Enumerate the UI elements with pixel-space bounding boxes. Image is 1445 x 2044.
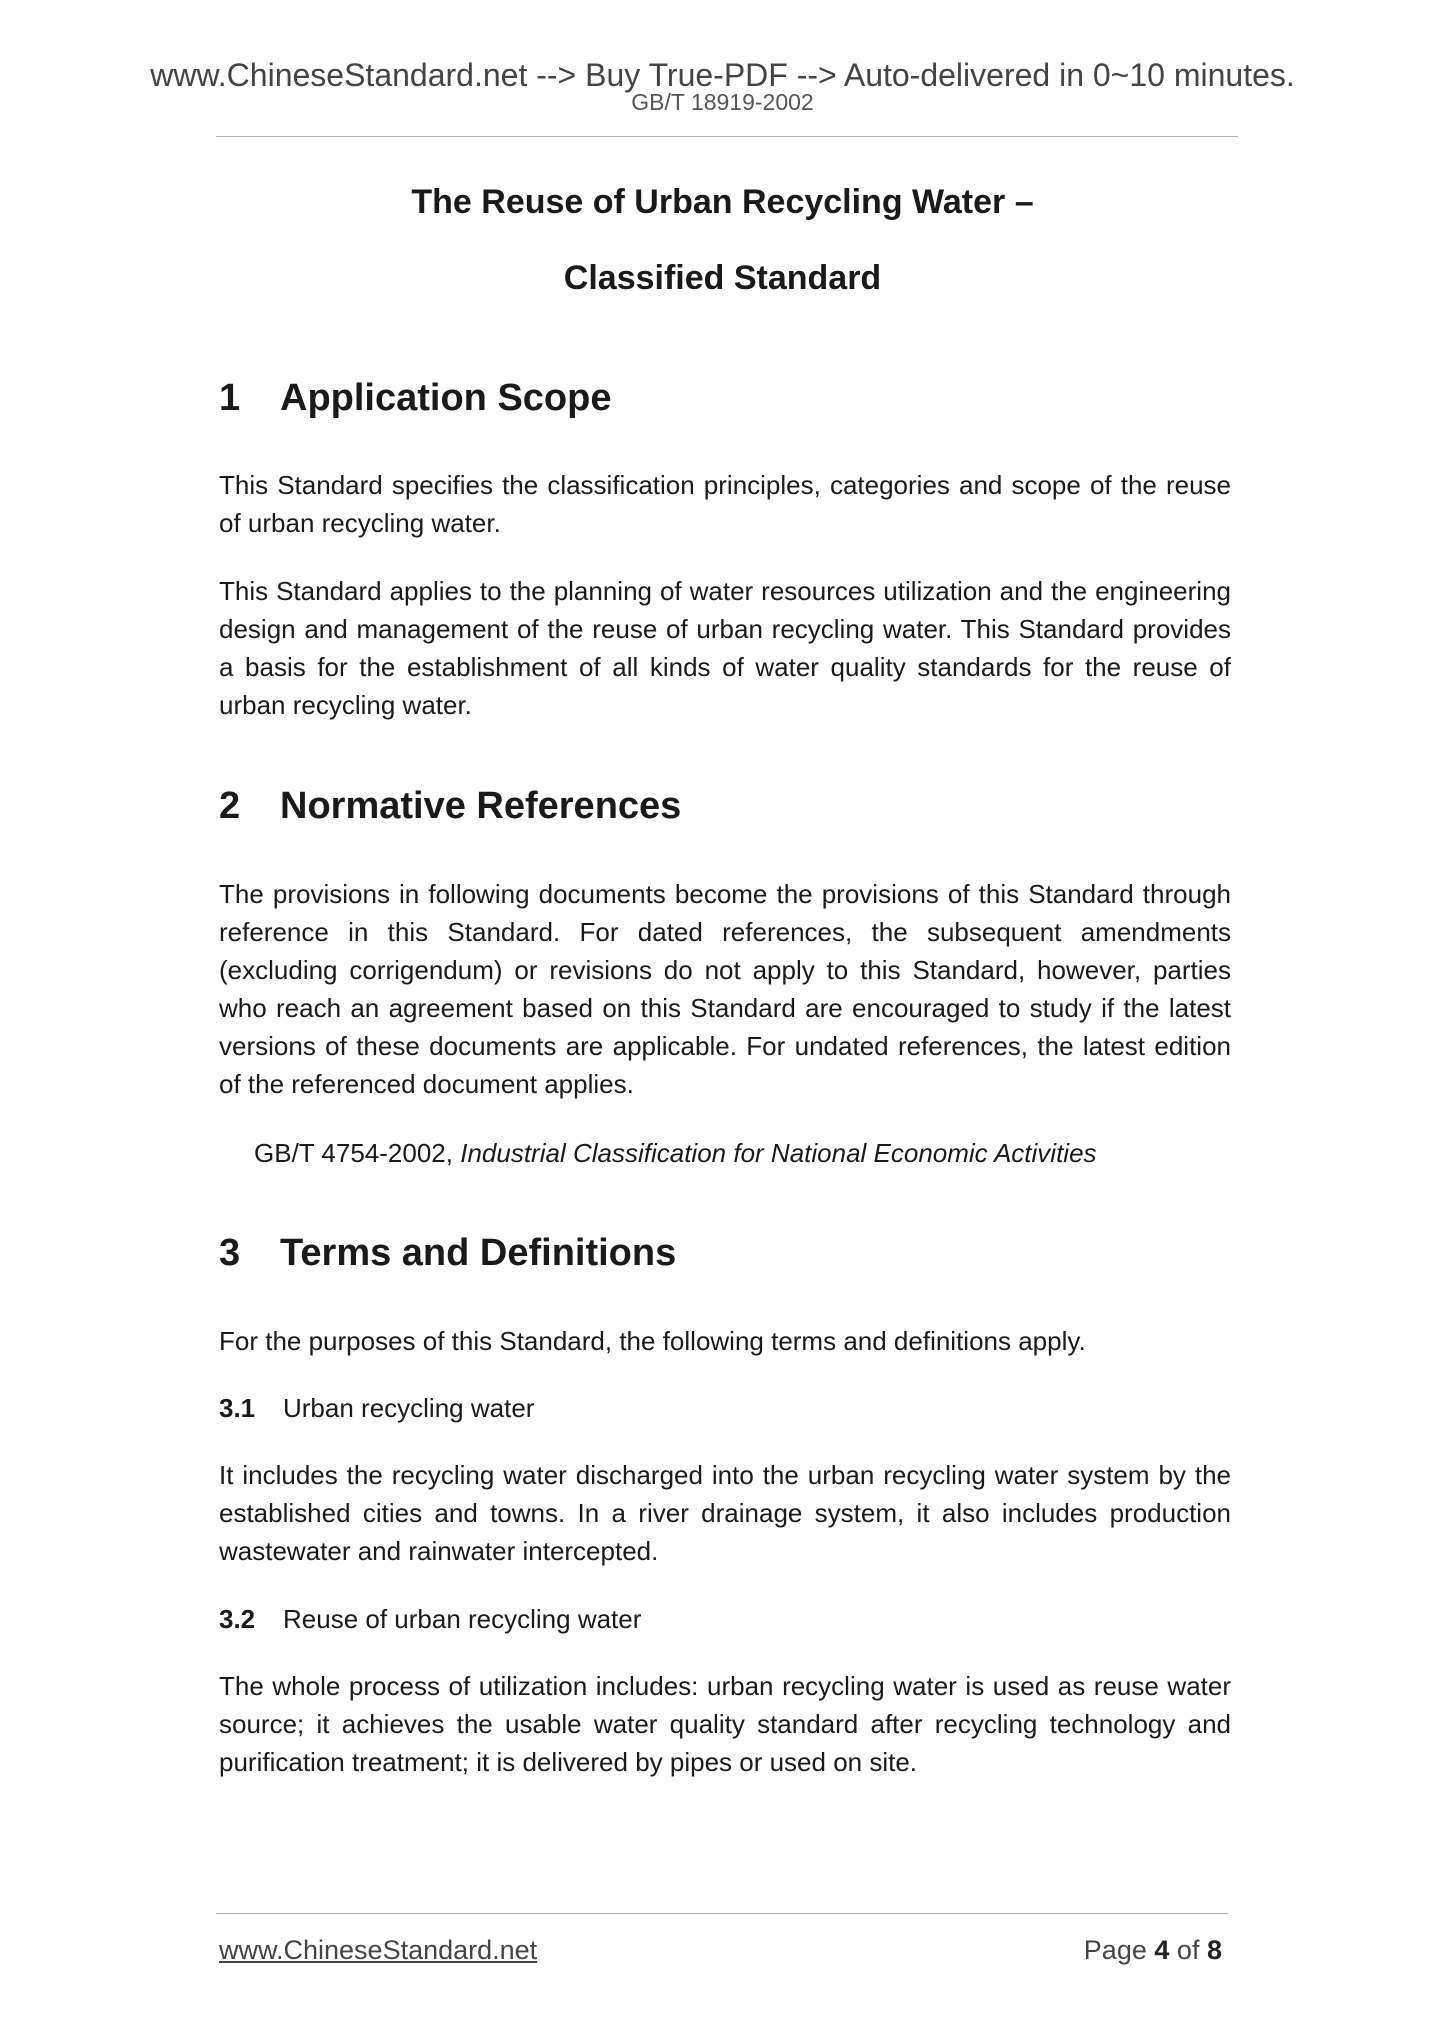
standard-code: GB/T 18919-2002: [631, 89, 814, 115]
term-3-1-number: 3.1: [219, 1393, 256, 1423]
section-1-paragraph-1: This Standard specifies the classification principles, categories and scope of the reuse of urban recycling water.: [219, 470, 1231, 538]
section-3-number: 3: [219, 1232, 241, 1274]
reference-title: Industrial Classification for National Economic Activities: [460, 1138, 1097, 1168]
section-1-title: Application Scope: [280, 377, 612, 419]
header-divider: [216, 136, 1238, 137]
section-1-number: 1: [219, 377, 241, 419]
section-2-number: 2: [219, 785, 241, 827]
section-2-heading: [219, 784, 681, 828]
term-3-2: [219, 1600, 641, 1638]
section-1-heading: [219, 376, 611, 420]
section-1-paragraph-2: This Standard applies to the planning of water resources utilization and the engineering design and management of the reuse of urban recycling water. This Standard provides a basis for the establishment of all kinds of water quality standards for the reuse of urban recycling water.: [219, 576, 1231, 720]
document-title-line1: The Reuse of Urban Recycling Water –: [411, 183, 1034, 221]
page-indicator: [1084, 1934, 1222, 1966]
term-3-1-definition: It includes the recycling water discharged into the urban recycling water system by the established cities and towns. In a river drainage system, it also includes production wastewater and rainwater intercepted.: [219, 1460, 1231, 1566]
footer-divider: [216, 1913, 1228, 1914]
term-3-2-name: Reuse of urban recycling water: [283, 1604, 642, 1634]
term-3-2-number: 3.2: [219, 1604, 256, 1634]
section-3-heading: [219, 1231, 676, 1275]
term-3-2-definition: The whole process of utilization includes: urban recycling water is used as reuse water source; it achieves the usable water quality standard after recycling technology and purification treatment; it is delivered by pipes or used on site.: [219, 1671, 1231, 1777]
page-current: 4: [1154, 1935, 1170, 1965]
section-2-paragraph: The provisions in following documents become the provisions of this Standard through reference in this Standard. For dated references, the subsequent amendments (excluding corrigendum) or revisions do not apply to this Standard, however, parties who reach an agreement based on this Standard are encouraged to study if the latest versions of these documents are applicable. For undated references, the latest edition of the referenced document applies.: [219, 879, 1231, 1099]
page-word: Page: [1083, 1935, 1147, 1965]
header-banner: www.ChineseStandard.net --> Buy True-PDF --> Auto-delivered in 0~10 minutes.: [150, 57, 1295, 93]
section-2-title: Normative References: [280, 785, 682, 827]
document-title-line2: Classified Standard: [563, 259, 882, 297]
footer-website-link[interactable]: www.ChineseStandard.net: [219, 1935, 538, 1965]
section-3-title: Terms and Definitions: [280, 1232, 677, 1274]
page-total: 8: [1206, 1935, 1222, 1965]
section-3-intro: For the purposes of this Standard, the following terms and definitions apply.: [219, 1326, 1086, 1356]
term-3-1: [219, 1389, 534, 1427]
reference-code: GB/T 4754-2002,: [254, 1138, 453, 1168]
normative-reference: [254, 1134, 1097, 1172]
page-of: of: [1176, 1935, 1200, 1965]
term-3-1-name: Urban recycling water: [283, 1393, 535, 1423]
